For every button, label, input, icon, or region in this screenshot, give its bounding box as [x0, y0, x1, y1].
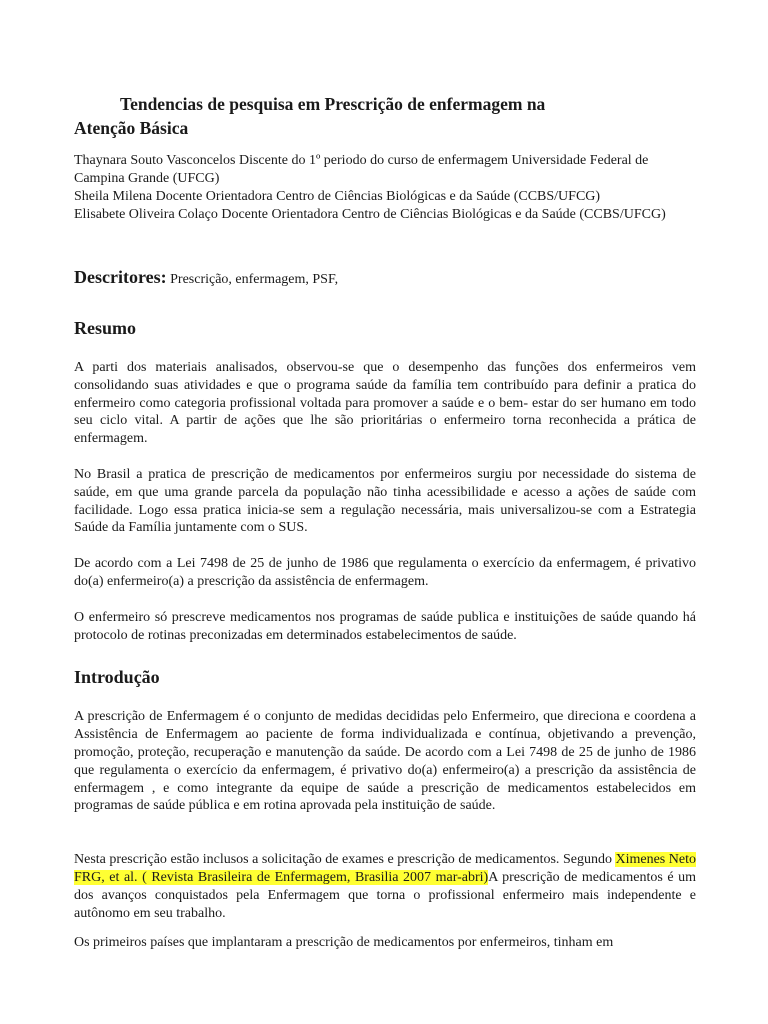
- introducao-heading: Introdução: [74, 667, 160, 688]
- document-title: [74, 92, 696, 140]
- author-2: Sheila Milena Docente Orientadora Centro de Ciências Biológicas e da Saúde (CCBS/UFCG): [74, 189, 601, 204]
- paragraph-2-end: A prescrição de medicamentos é um dos avanços conquistados pela Enfermagem que torna o profissional enfermeiro mais independente e autônomo em seu trabalho.: [74, 869, 696, 921]
- descritores-value: Prescrição, enfermagem, PSF,: [170, 272, 339, 287]
- descritores-label: Descritores:: [74, 267, 167, 287]
- title-line-1: Tendencias de pesquisa em Prescrição de enfermagem na: [120, 94, 546, 114]
- resumo-paragraph-3: De acordo com a Lei 7498 de 25 de junho de 1986 que regulamenta o exercício da enfermagem, é privativo do(a) enfermeiro(a) a prescrição da assistência de enfermagem.: [74, 556, 696, 589]
- introducao-paragraph-2: [74, 851, 696, 922]
- introducao-paragraph-3: Os primeiros países que implantaram a prescrição de medicamentos por enfermeiros, tinham em: [74, 935, 614, 951]
- descritores-line: [74, 266, 696, 291]
- author-1: Thaynara Souto Vasconcelos Discente do 1º periodo do curso de enfermagem Universidade Federal de Campina Grande (UFCG): [74, 153, 649, 186]
- author-3: Elisabete Oliveira Colaço Docente Orientadora Centro de Ciências Biológicas e da Saúde (CCBS/UFCG): [74, 207, 666, 222]
- introducao-paragraph-1: A prescrição de Enfermagem é o conjunto de medidas decididas pelo Enfermeiro, que direciona e coordena a Assistência de Enfermagem ao paciente de forma individualizada e contínua, objetivando a prevenção, promoção, proteção, recuperação e manutenção da saúde. De acordo com a Lei 7498 de 25 de junho de 1986 que regulamenta o exercício da enfermagem, é privativo do(a) enfermeiro(a) a prescrição da assistência de enfermagem , e como integrante da equipe de saúde a prescrição de medicamentos estabelecidos em programas de saúde pública e em rotina aprovada pela instituição de saúde.: [74, 709, 696, 814]
- title-line-2: Atenção Básica: [74, 118, 189, 138]
- authors-block: [74, 152, 696, 224]
- resumo-paragraph-4: O enfermeiro só prescreve medicamentos nos programas de saúde publica e instituições de saúde quando há protocolo de rotinas preconizadas em determinados estabelecimentos de saúde.: [74, 609, 696, 643]
- resumo-paragraph-1: A parti dos materiais analisados, observou-se que o desempenho das funções dos enfermeiros vem consolidando suas atividades e que o programa saúde da família tem contribuído para definir a pratica do enfermeiro como categoria profissional voltada para promover a saúde e o bem- estar do ser humano em todo seu ciclo vital. A partir de ações que lhe são prioritárias o enfermeiro torna reconhecida a prática de enfermagem.: [74, 360, 696, 447]
- paragraph-2-start: Nesta prescrição estão inclusos a solicitação de exames e prescrição de medicamentos. Segundo: [74, 852, 616, 868]
- highlighted-citation: Ximenes Neto FRG, et al. ( Revista Brasileira de Enfermagem, Brasilia 2007 mar-abri): [74, 852, 696, 885]
- resumo-heading: Resumo: [74, 318, 136, 338]
- resumo-paragraph-2: No Brasil a pratica de prescrição de medicamentos por enfermeiros surgiu por necessidade do sistema de saúde, em que uma grande parcela da população não tinha acessibilidade e acesso a ações de saúde com facilidade. Logo essa pratica inicia-se sem a regulação necessária, mais universalizou-se com a Estrategia Saúde da Família juntamente com o SUS.: [74, 466, 696, 536]
